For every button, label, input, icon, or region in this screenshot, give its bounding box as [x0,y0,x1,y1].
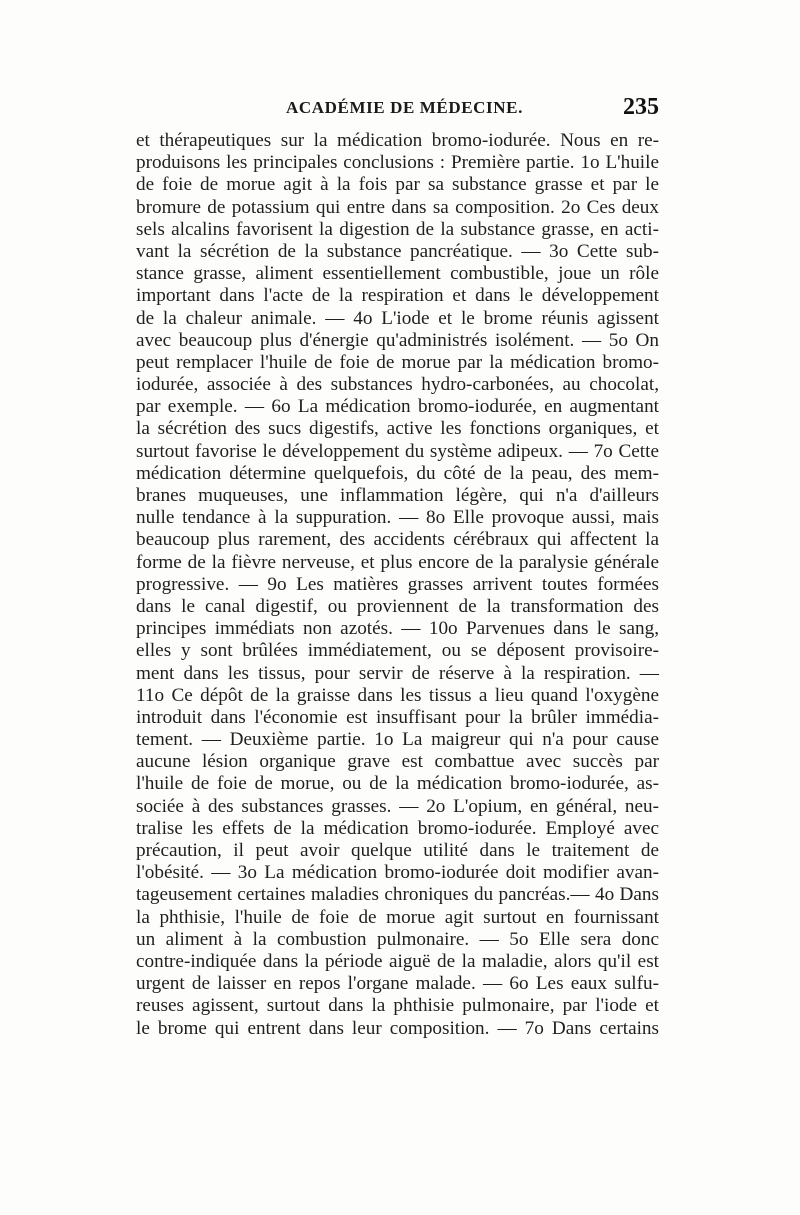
text-line: peut remplacer l'huile de foie de morue par la médication bromo- [136,351,659,373]
text-line: médication détermine quelquefois, du côté de la peau, des mem- [136,462,659,484]
text-line: progressive. — 9o Les matières grasses arrivent toutes formées [136,573,659,595]
text-line: tralise les effets de la médication bromo-iodurée. Employé avec [136,817,659,839]
text-line: stance grasse, aliment essentiellement combustible, joue un rôle [136,263,659,285]
page-number: 235 [623,94,659,120]
text-line: nulle tendance à la suppuration. — 8o Elle provoque aussi, mais [136,507,659,529]
text-line: bromure de potassium qui entre dans sa composition. 2o Ces deux [136,196,659,218]
text-line: aucune lésion organique grave est combattue avec succès par [136,751,659,773]
text-line: et thérapeutiques sur la médication bromo-iodurée. Nous en re- [136,130,659,151]
text-line: reuses agissent, surtout dans la phthisie pulmonaire, par l'iode et [136,995,659,1017]
text-line: précaution, il peut avoir quelque utilité dans le traitement de [136,840,659,861]
text-line: dans le canal digestif, ou proviennent de la transformation des [136,595,659,617]
text-line: de la chaleur animale. — 4o L'iode et le brome réunis agissent [136,307,659,329]
text-line: par exemple. — 6o La médication bromo-iodurée, en augmentant [136,396,659,418]
text-line: l'obésité. — 3o La médication bromo-iodurée doit modifier avan- [136,862,659,884]
body-text [136,130,659,1040]
text-line: tageusement certaines maladies chroniques du pancréas.— 4o Dans [136,884,659,906]
text-line: un aliment à la combustion pulmonaire. — 5o Elle sera donc [136,928,659,950]
text-line: avec beaucoup plus d'énergie qu'administrés isolément. — 5o On [136,329,659,351]
text-line: contre-indiquée dans la période aiguë de la maladie, alors qu'il est [136,950,659,972]
text-line: iodurée, associée à des substances hydro-carbonées, au chocolat, [136,374,659,396]
text-line: vant la sécrétion de la substance pancréatique. — 3o Cette sub- [136,240,659,262]
text-line: important dans l'acte de la respiration et dans le développement [136,285,659,307]
text-line: surtout favorise le développement du système adipeux. — 7o Cette [136,440,659,462]
text-line: urgent de laisser en repos l'organe malade. — 6o Les eaux sulfu- [136,973,659,995]
text-line: 11o Ce dépôt de la graisse dans les tissus a lieu quand l'oxygène [136,684,659,706]
text-line: le brome qui entrent dans leur composition. — 7o Dans certains [136,1017,659,1039]
text-line: sels alcalins favorisent la digestion de la substance grasse, en acti- [136,218,659,240]
text-line: de foie de morue agit à la fois par sa substance grasse et par le [136,174,659,196]
page-header [136,94,659,126]
text-line: forme de la fièvre nerveuse, et plus encore de la paralysie générale [136,551,659,573]
text-line: principes immédiats non azotés. — 10o Parvenues dans le sang, [136,618,659,640]
text-line: la phthisie, l'huile de foie de morue agit surtout en fournissant [136,906,659,928]
text-line: sociée à des substances grasses. — 2o L'opium, en général, neu- [136,795,659,817]
text-line: ment dans les tissus, pour servir de réserve à la respiration. — [136,662,659,684]
text-line: branes muqueuses, une inflammation légère, qui n'a d'ailleurs [136,485,659,506]
text-line: l'huile de foie de morue, ou de la médication bromo-iodurée, as- [136,773,659,795]
text-line: elles y sont brûlées immédiatement, ou se déposent provisoire- [136,640,659,662]
text-line: beaucoup plus rarement, des accidents cérébraux qui affectent la [136,529,659,551]
running-title: ACADÉMIE DE MÉDECINE. [286,98,523,117]
text-line: introduit dans l'économie est insuffisant pour la brûler immédia- [136,706,659,728]
text-line: la sécrétion des sucs digestifs, active les fonctions organiques, et [136,418,659,440]
text-line: tement. — Deuxième partie. 1o La maigreur qui n'a pour cause [136,729,659,751]
text-line: produisons les principales conclusions : Première partie. 1o L'huile [136,152,659,174]
